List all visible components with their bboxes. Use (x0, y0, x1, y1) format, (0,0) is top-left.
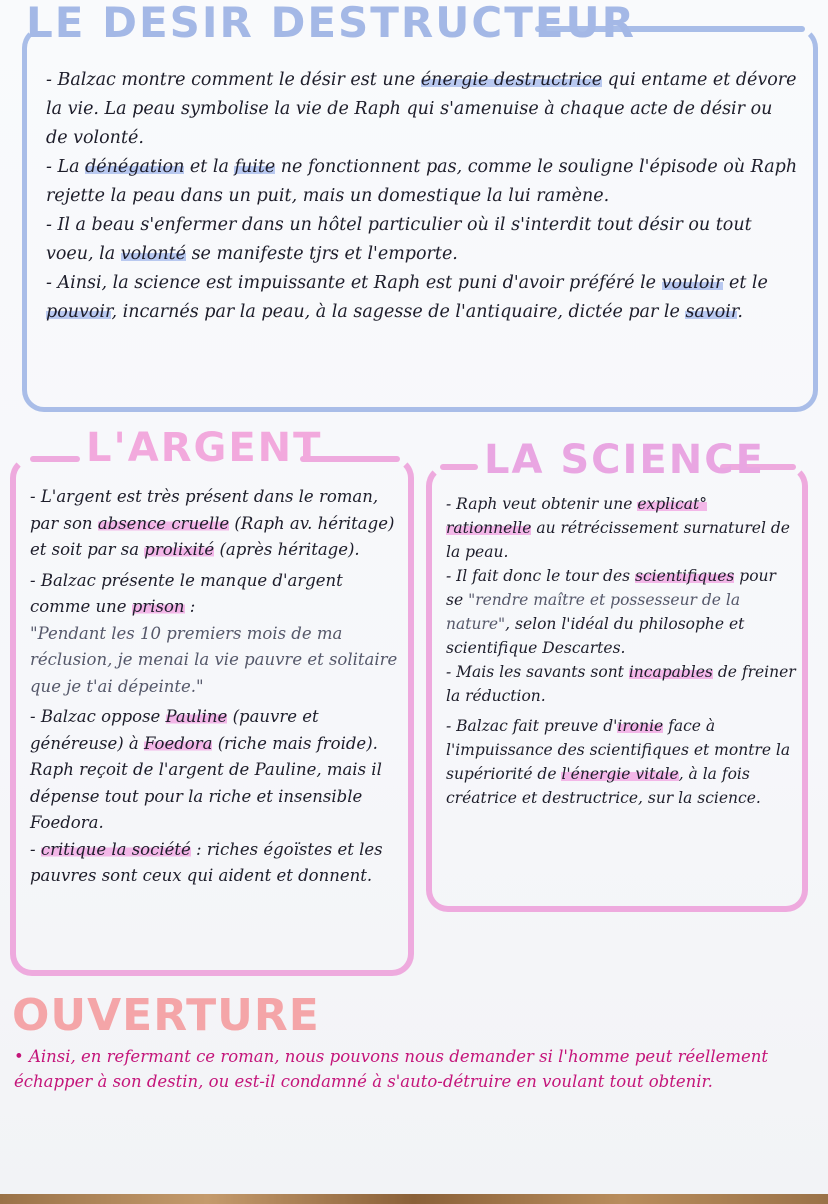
argent-paragraph-1: - L'argent est très présent dans le roman, par son absence cruelle (Raph av. héritage) et soit par sa prolixité (après héritage). (30, 487, 395, 559)
highlight-energie: énergie destructrice (420, 70, 603, 90)
desir-paragraph-2: - La dénégation et la fuite ne fonctionnent pas, comme le souligne l'épisode où Raph rejette la peau dans un puit, mais un domestique la lui ramène. (46, 157, 798, 206)
highlight-vouloir: vouloir (661, 273, 724, 293)
highlight-pauline: Pauline (165, 707, 228, 726)
highlight-pouvoir: pouvoir (46, 302, 112, 322)
highlight-explication: explicat° rationnelle (446, 495, 707, 537)
highlight-critique-societe: critique la société (40, 839, 191, 859)
highlight-ironie: ironie (617, 717, 664, 735)
science-quote: "rendre maître et possesseur de la nature" (446, 591, 741, 633)
highlight-prolixite: prolixité (144, 540, 215, 559)
highlight-absence-cruelle: absence cruelle (97, 513, 230, 533)
argent-quote: "Pendant les 10 premiers mois de ma réclusion, je menai la vie pauvre et solitaire que je t'ai dépeinte." (30, 623, 398, 696)
wooden-table-edge (0, 1194, 828, 1204)
science-paragraph-3: - Mais les savants sont incapables de freiner la réduction. (446, 663, 796, 705)
desir-title: LE DESIR DESTRUCTEUR (26, 0, 636, 47)
desir-content (46, 66, 798, 327)
desir-paragraph-1: - Balzac montre comment le désir est une énergie destructrice qui entame et dévore la vie. La peau symbolise la vie de Raph qui s'amenuise à chaque acte de désir ou de volonté. (46, 70, 797, 148)
science-paragraph-2: - Il fait donc le tour des scientifiques pour se "rendre maître et possesseur de la nature", selon l'idéal du philosophe et scientifique Descartes. (446, 567, 776, 657)
highlight-denegation: dénégation (85, 157, 185, 177)
desir-paragraph-4: - Ainsi, la science est impuissante et Raph est puni d'avoir préféré le vouloir et le pouvoir, incarnés par la peau, à la sagesse de l'antiquaire, dictée par le savoir. (46, 273, 768, 322)
ouverture-title: OUVERTURE (12, 990, 320, 1041)
highlight-savoir: savoir (685, 302, 738, 322)
desir-paragraph-3: - Il a beau s'enfermer dans un hôtel particulier où il s'interdit tout désir ou tout voeu, la volonté se manifeste tjrs et l'emporte. (46, 215, 752, 264)
highlight-energie-vitale: l'énergie vitale (561, 765, 679, 783)
argent-title: L'ARGENT (86, 425, 323, 471)
argent-content (30, 484, 400, 890)
science-title-left-line (440, 464, 478, 470)
highlight-fuite: fuite (234, 157, 276, 177)
highlight-volonte: volonté (120, 244, 186, 264)
argent-paragraph-2: - Balzac présente le manque d'argent comme une prison : (30, 570, 343, 616)
science-paragraph-4: - Balzac fait preuve d'ironie face à l'impuissance des scientifiques et montre la supériorité de l'énergie vitale, à la fois créatrice et destructrice, sur la science. (446, 717, 791, 807)
science-paragraph-1: - Raph veut obtenir une explicat° rationnelle au rétrécissement surnaturel de la peau. (446, 495, 790, 561)
ouverture-text: • Ainsi, en refermant ce roman, nous pouvons nous demander si l'homme peut réellement échapper à son destin, ou est-il condamné à s'auto-détruire en voulant tout obtenir. (14, 1047, 769, 1091)
highlight-prison: prison (131, 597, 185, 616)
science-content (446, 492, 796, 810)
argent-title-left-line (30, 456, 80, 462)
science-title: LA SCIENCE (484, 437, 765, 483)
highlight-foedora: Foedora (144, 733, 213, 753)
highlight-incapables: incapables (628, 663, 713, 681)
argent-paragraph-4: - critique la société : riches égoïstes et les pauvres sont ceux qui aident et donnent. (30, 839, 383, 885)
argent-paragraph-3: - Balzac oppose Pauline (pauvre et généreuse) à Foedora (riche mais froide). Raph reçoit de l'argent de Pauline, mais il dépense tout pour la riche et insensible Foedora. (30, 707, 382, 832)
highlight-scientifiques: scientifiques (635, 567, 735, 585)
